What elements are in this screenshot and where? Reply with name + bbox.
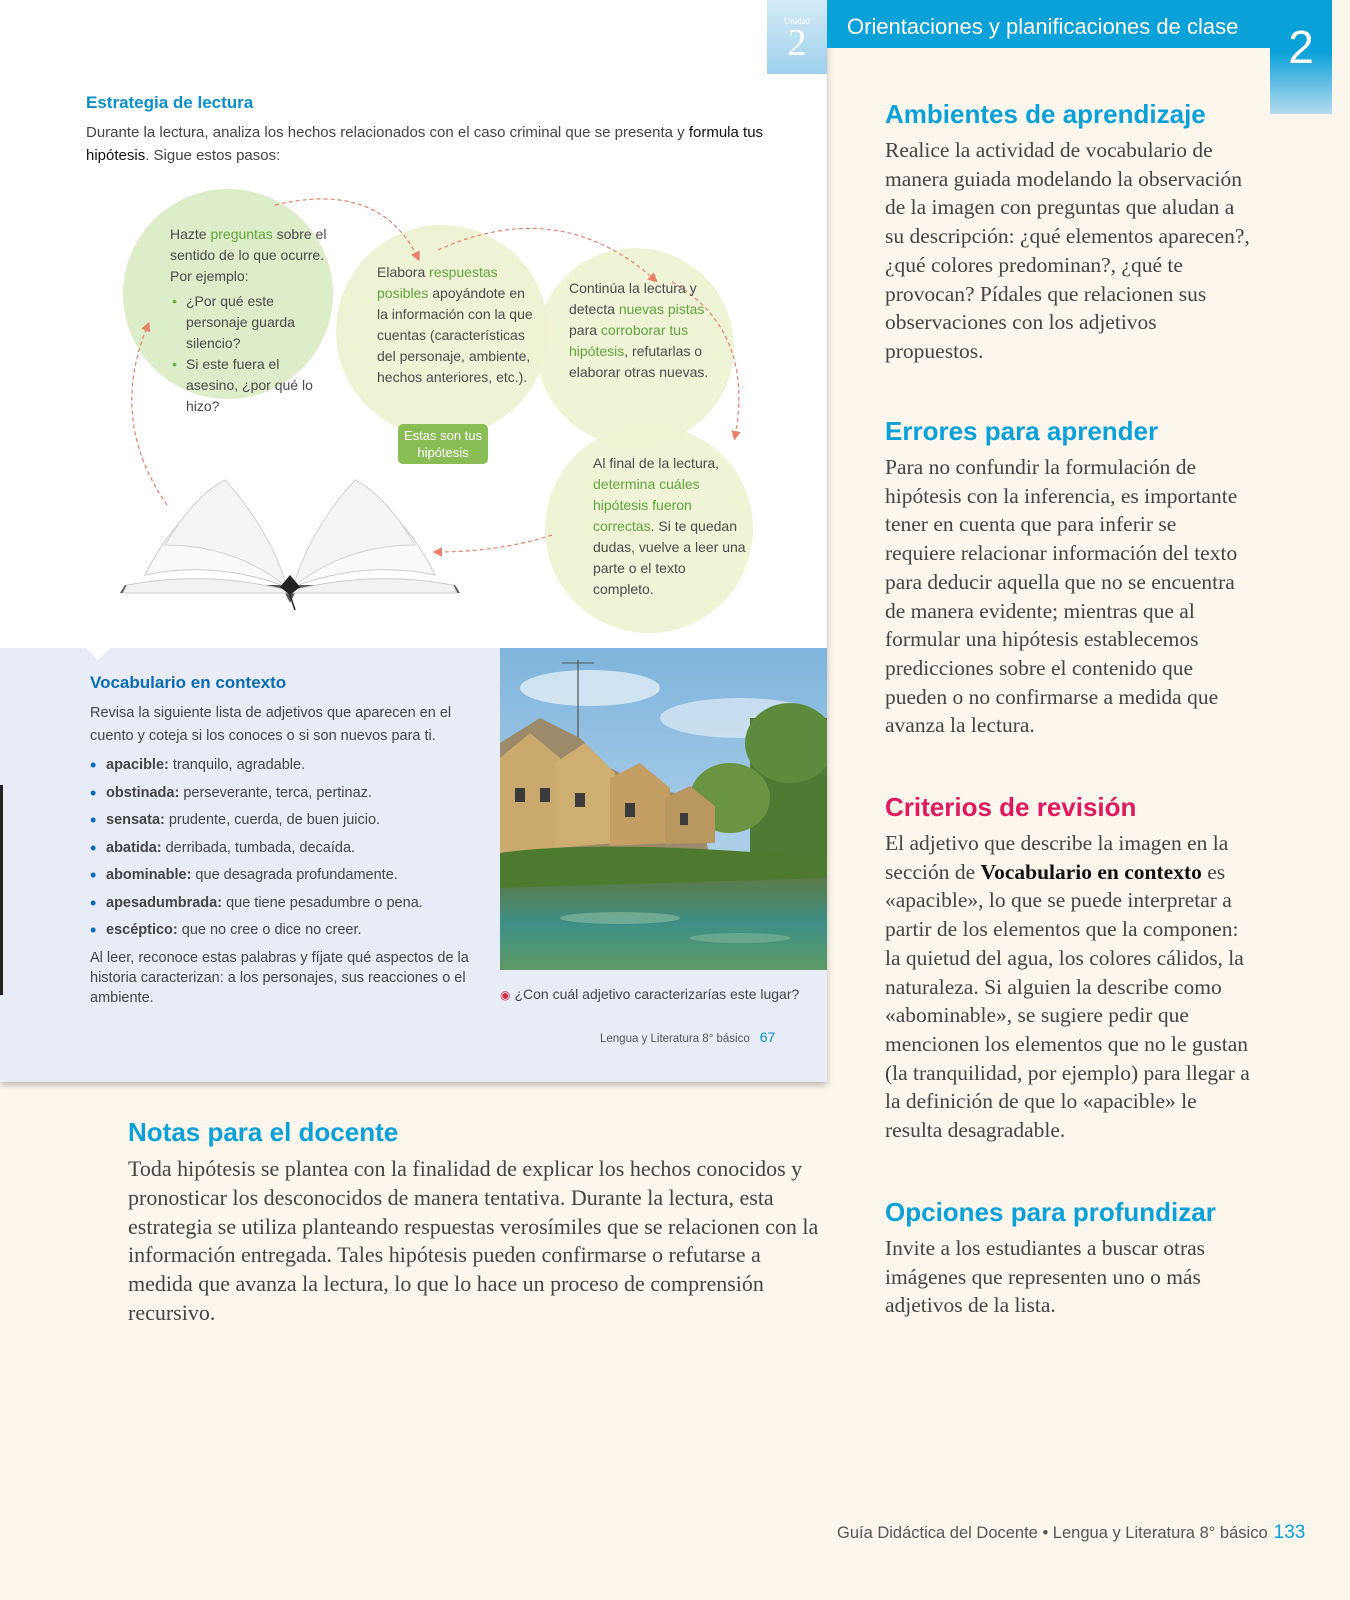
photo-question: ◉ ¿Con cuál adjetivo caracterizarías este lugar? bbox=[500, 986, 800, 1002]
unit-number: 2 bbox=[787, 22, 807, 64]
section-review-criteria bbox=[885, 792, 1250, 1145]
open-book-image bbox=[115, 475, 465, 615]
page-edge bbox=[0, 785, 3, 995]
header-title: Orientaciones y planificaciones de clase bbox=[847, 14, 1239, 39]
strategy-text: Durante la lectura, analiza los hechos relacionados con el caso criminal que se presenta y formula tus hipótesis. Sigue estos pasos: bbox=[86, 124, 764, 164]
vocabulary-title: Vocabulario en contexto bbox=[90, 673, 287, 692]
student-page-number: 67 bbox=[759, 1029, 776, 1045]
notes-body: Toda hipótesis se plantea con la finalidad de explicar los hechos conocidos y pronosticar los desconocidos de manera tentativa. Durante la lectura, esta estrategia se utiliza planteando respuestas verosímiles que se relacionen con la información entregada. Tales hipótesis pueden confirmarse o refutarse a medida que avanza la lectura, lo que lo hace un proceso de comprensión recursivo. bbox=[128, 1156, 819, 1325]
section-title: Criterios de revisión bbox=[885, 792, 1137, 822]
strategy-title: Estrategia de lectura bbox=[86, 93, 254, 112]
hypotheses-pill: Estas son tus hipótesis bbox=[398, 424, 488, 464]
vocabulary-item: • abatida: derribada, tumbada, decaída. bbox=[90, 835, 480, 863]
section-title: Errores para aprender bbox=[885, 416, 1159, 446]
student-page-footer: Lengua y Literatura 8° básico 67 bbox=[600, 1029, 776, 1045]
page-footer: Guía Didáctica del Docente • Lengua y Literatura 8° básico 133 bbox=[837, 1522, 1306, 1543]
vocabulary-item: • obstinada: perseverante, terca, pertinaz. bbox=[90, 780, 480, 808]
page-number: 133 bbox=[1273, 1522, 1306, 1543]
section-title: Opciones para profundizar bbox=[885, 1197, 1216, 1227]
header-bar bbox=[827, 0, 1270, 48]
step2-text: Elabora respuestas posibles apoyándote en la información con la que cuentas (características del personaje, ambiente, hechos anteriores, etc.). bbox=[377, 264, 533, 385]
section-errors bbox=[885, 416, 1250, 740]
vocabulary-item: • abominable: que desagrada profundamente. bbox=[90, 862, 480, 890]
section-deepen bbox=[885, 1197, 1250, 1320]
panel-notch bbox=[86, 648, 110, 660]
section-body: Invite a los estudiantes a buscar otras imágenes que representen uno o más adjetivos de la lista. bbox=[885, 1236, 1206, 1318]
vocabulary-item: • apesadumbrada: que tiene pesadumbre o pena. bbox=[90, 890, 480, 918]
step3-text: Continúa la lectura y detecta nuevas pistas para corroborar tus hipótesis, refutarlas o elaborar otras nuevas. bbox=[569, 280, 709, 380]
vocabulary-item: • escéptico: que no cree o dice no creer. bbox=[90, 917, 480, 945]
step4-text: Al final de la lectura, determina cuáles hipótesis fueron correctas. Si te quedan dudas, vuelve a leer una parte o el texto completo. bbox=[593, 455, 746, 597]
vocabulary-intro: Revisa la siguiente lista de adjetivos que aparecen en el cuento y coteja si los conoces o si son nuevos para ti. bbox=[90, 705, 452, 744]
section-title: Ambientes de aprendizaje bbox=[885, 99, 1206, 129]
vocabulary-list bbox=[90, 752, 480, 945]
section-body: Para no confundir la formulación de hipótesis con la inferencia, es importante tener en cuenta que para inferir se requiere relacionar información del texto para deducir aquella que no se encuentra de manera evidente; mientras que al formular una hipótesis establecemos predicciones sobre el contenido que pueden o no confirmarse a medida que avanza la lectura. bbox=[885, 455, 1238, 738]
unit-label: Unidad bbox=[783, 16, 811, 26]
chapter-tab: 2 bbox=[1270, 0, 1332, 114]
step1-bullet: • Si este fuera el asesino, ¿por qué lo hizo? bbox=[170, 354, 335, 417]
section-learning-environments bbox=[885, 99, 1250, 366]
vocabulary-item: • apacible: tranquilo, agradable. bbox=[90, 752, 480, 780]
step1-text: Hazte preguntas sobre el sentido de lo que ocurre. Por ejemplo: • ¿Por qué este personaje guarda silencio? • Si este fuera el asesino, ¿por qué lo hizo? bbox=[170, 224, 335, 417]
vocabulary-outro: Al leer, reconoce estas palabras y fíjate qué aspectos de la historia caracterizan: a los personajes, sus reacciones o el ambiente. bbox=[90, 950, 469, 1006]
eye-icon: ◉ bbox=[500, 988, 511, 1002]
step1-bullet: • ¿Por qué este personaje guarda silencio? bbox=[170, 291, 335, 354]
village-photo bbox=[500, 648, 827, 970]
section-body: Realice la actividad de vocabulario de manera guiada modelando la observación de la imagen con preguntas que aludan a su descripción: ¿qué elementos aparecen?, ¿qué colores predominan?, ¿qué te provocan? Pídales que relacionen sus observaciones con los adjetivos propuestos. bbox=[885, 138, 1250, 363]
notes-title: Notas para el docente bbox=[128, 1117, 399, 1147]
vocabulary-item: • sensata: prudente, cuerda, de buen juicio. bbox=[90, 807, 480, 835]
section-body: El adjetivo que describe la imagen en la sección de Vocabulario en contexto es «apacible», lo que se puede interpretar a partir de los elementos que la componen: la quietud del agua, los colores cálidos, la naturaleza. Si alguien la describe como «abominable», se sugiere pedir que mencionen los elementos que no le gustan (la tranquilidad, por ejemplo) para llegar a la definición de que lo «apacible» le resulta desagradable. bbox=[885, 831, 1250, 1143]
